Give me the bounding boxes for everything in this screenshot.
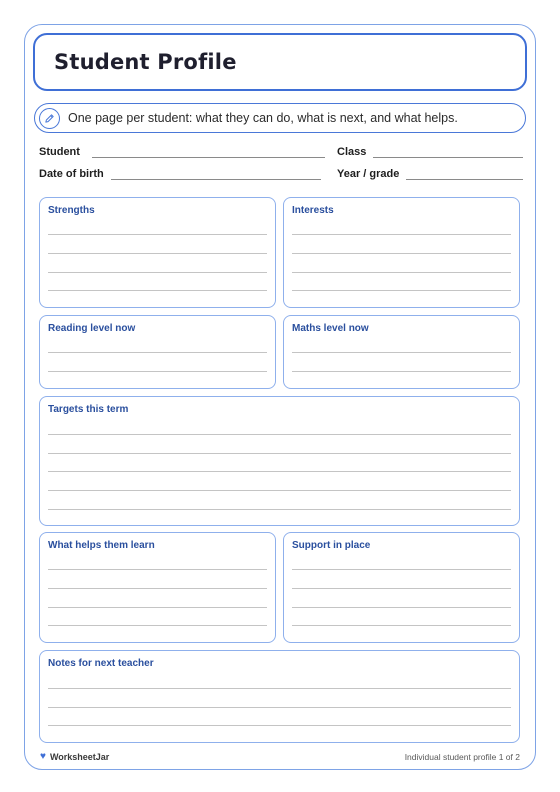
support-label: Support in place xyxy=(292,540,371,551)
strengths-label: Strengths xyxy=(48,205,95,216)
writing-line xyxy=(48,453,511,454)
interests-box[interactable] xyxy=(283,197,520,308)
writing-line xyxy=(48,588,267,589)
date-of-birth-label: Date of birth xyxy=(39,168,104,180)
intro-banner xyxy=(34,103,526,133)
heart-icon: ♥ xyxy=(40,751,46,762)
title-banner xyxy=(33,33,527,91)
writing-line xyxy=(292,625,511,626)
student-label: Student xyxy=(39,146,80,158)
writing-line xyxy=(292,272,511,273)
notes-box[interactable] xyxy=(39,650,520,743)
writing-line xyxy=(48,352,267,353)
page-title: Student Profile xyxy=(54,50,237,74)
interests-label: Interests xyxy=(292,205,334,216)
student-line[interactable] xyxy=(92,148,325,158)
class-field[interactable] xyxy=(337,146,523,158)
writing-line xyxy=(48,490,511,491)
reading-level-label: Reading level now xyxy=(48,323,136,334)
what-helps-box[interactable] xyxy=(39,532,276,643)
strengths-box[interactable] xyxy=(39,197,276,308)
writing-line xyxy=(48,371,267,372)
writing-line xyxy=(292,607,511,608)
writing-line xyxy=(292,588,511,589)
year-grade-field[interactable] xyxy=(337,168,523,180)
intro-text: One page per student: what they can do, what is next, and what helps. xyxy=(68,111,458,125)
writing-line xyxy=(48,509,511,510)
year-grade-line[interactable] xyxy=(406,170,523,180)
writing-line xyxy=(48,434,511,435)
student-field[interactable] xyxy=(39,146,325,158)
writing-line xyxy=(48,569,267,570)
date-of-birth-field[interactable] xyxy=(39,168,321,180)
writing-line xyxy=(292,253,511,254)
class-line[interactable] xyxy=(373,148,523,158)
page-indicator: Individual student profile 1 of 2 xyxy=(404,752,520,762)
writing-line xyxy=(48,688,511,689)
writing-line xyxy=(48,625,267,626)
writing-line xyxy=(48,290,267,291)
writing-line xyxy=(48,234,267,235)
writing-line xyxy=(292,290,511,291)
writing-line xyxy=(48,725,511,726)
class-label: Class xyxy=(337,146,367,158)
writing-line xyxy=(48,253,267,254)
support-box[interactable] xyxy=(283,532,520,643)
maths-level-box[interactable] xyxy=(283,315,520,389)
writing-line xyxy=(292,352,511,353)
year-grade-label: Year / grade xyxy=(337,168,400,180)
maths-level-label: Maths level now xyxy=(292,323,369,334)
writing-line xyxy=(48,471,511,472)
reading-level-box[interactable] xyxy=(39,315,276,389)
brand-name: WorksheetJar xyxy=(49,751,110,762)
pencil-icon xyxy=(39,108,60,129)
writing-line xyxy=(292,569,511,570)
writing-line xyxy=(48,707,511,708)
writing-line xyxy=(48,272,267,273)
date-of-birth-line[interactable] xyxy=(111,170,321,180)
writing-line xyxy=(292,371,511,372)
targets-box[interactable] xyxy=(39,396,520,526)
writing-line xyxy=(292,234,511,235)
notes-label: Notes for next teacher xyxy=(48,658,154,669)
footer-brand xyxy=(40,751,109,762)
targets-label: Targets this term xyxy=(48,404,129,415)
what-helps-label: What helps them learn xyxy=(48,540,155,551)
writing-line xyxy=(48,607,267,608)
